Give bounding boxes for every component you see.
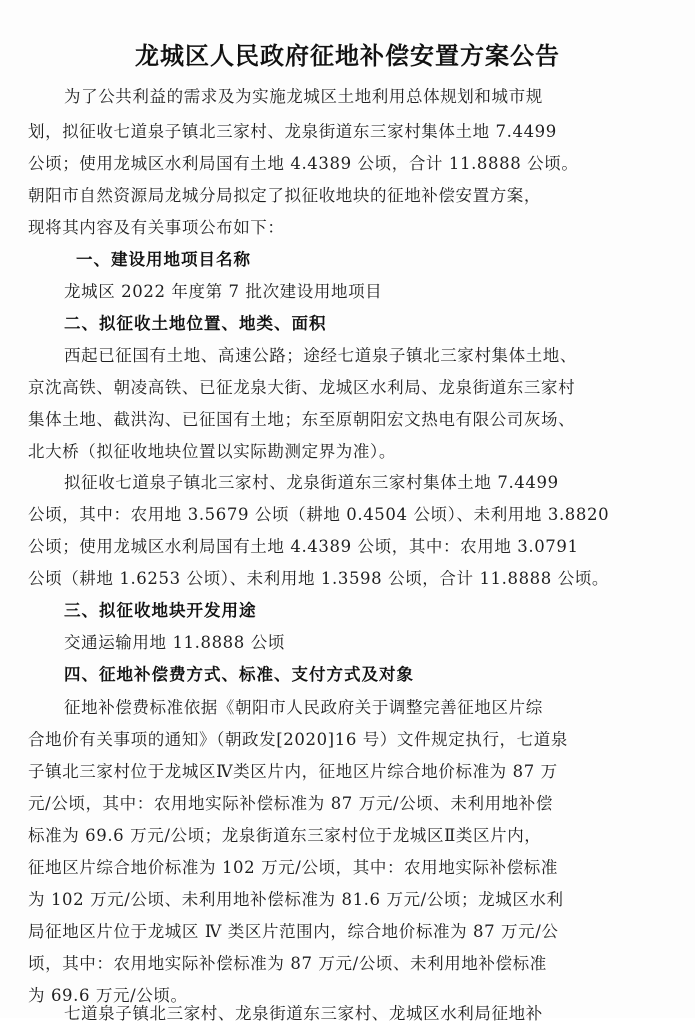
section-heading: 一、建设用地项目名称 — [76, 250, 251, 269]
body-text-line: 北大桥（拟征收地块位置以实际勘测定界为准）。 — [28, 442, 396, 461]
body-text-line: 划，拟征收七道泉子镇北三家村、龙泉街道东三家村集体土地 7.4499 — [28, 122, 557, 141]
body-text-line: 拟征收七道泉子镇北三家村、龙泉街道东三家村集体土地 7.4499 — [64, 473, 559, 492]
body-text-line: 现将其内容及有关事项公布如下： — [28, 218, 285, 237]
body-text-line: 为 69.6 万元/公顷。 — [28, 986, 188, 1005]
body-text-line: 京沈高铁、朝凌高铁、已征龙泉大街、龙城区水利局、龙泉街道东三家村 — [28, 378, 576, 397]
section-heading: 四、征地补偿费方式、标准、支付方式及对象 — [64, 665, 414, 684]
body-text-line: 朝阳市自然资源局龙城分局拟定了拟征收地块的征地补偿安置方案， — [28, 186, 541, 205]
body-text-line: 为了公共利益的需求及为实施龙城区土地利用总体规划和城市规 — [64, 87, 543, 106]
body-text-line: 七道泉子镇北三家村、龙泉街道东三家村、龙城区水利局征地补 — [64, 1004, 543, 1023]
section-heading: 三、拟征收地块开发用途 — [64, 601, 257, 620]
body-text-line: 征地区片综合地价标准为 102 万元/公顷，其中：农用地实际补偿标准 — [28, 858, 558, 877]
body-text-line: 子镇北三家村位于龙城区Ⅳ类区片内，征地区片综合地价标准为 87 万 — [28, 762, 558, 781]
body-text-line: 龙城区 2022 年度第 7 批次建设用地项目 — [64, 282, 383, 301]
body-text-line: 合地价有关事项的通知》（朝政发[2020]16 号）文件规定执行，七道泉 — [28, 730, 568, 749]
body-text-line: 为 102 万元/公顷、未利用地补偿标准为 81.6 万元/公顷；龙城区水利 — [28, 890, 564, 909]
body-text-line: 公顷；使用龙城区水利局国有土地 4.4389 公顷，其中：农用地 3.0791 — [28, 537, 579, 556]
body-text-line: 公顷，其中：农用地 3.5679 公顷（耕地 0.4504 公顷）、未利用地 3.8820 — [28, 505, 610, 524]
body-text-line: 交通运输用地 11.8888 公顷 — [64, 633, 285, 652]
body-text-line: 元/公顷，其中：农用地实际补偿标准为 87 万元/公顷、未利用地补偿 — [28, 794, 554, 813]
page-title: 龙城区人民政府征地补偿安置方案公告 — [135, 42, 560, 70]
body-text-line: 公顷；使用龙城区水利局国有土地 4.4389 公顷，合计 11.8888 公顷。 — [28, 154, 579, 173]
body-text-line: 征地补偿费标准依据《朝阳市人民政府关于调整完善征地区片综 — [64, 698, 543, 717]
body-text-line: 局征地区片位于龙城区 Ⅳ 类区片范围内，综合地价标准为 87 万元/公 — [28, 922, 559, 941]
body-text-line: 标准为 69.6 万元/公顷；龙泉街道东三家村位于龙城区Ⅱ类区片内， — [28, 826, 542, 845]
body-text-line: 公顷（耕地 1.6253 公顷）、未利用地 1.3598 公顷，合计 11.8888 公顷。 — [28, 569, 610, 588]
body-text-line: 集体土地、截洪沟、已征国有土地；东至原朝阳宏文热电有限公司灰场、 — [28, 410, 576, 429]
body-text-line: 西起已征国有土地、高速公路；途经七道泉子镇北三家村集体土地、 — [64, 346, 577, 365]
section-heading: 二、拟征收土地位置、地类、面积 — [64, 314, 327, 333]
body-text-line: 顷，其中：农用地实际补偿标准为 87 万元/公顷、未利用地补偿标准 — [28, 954, 547, 973]
